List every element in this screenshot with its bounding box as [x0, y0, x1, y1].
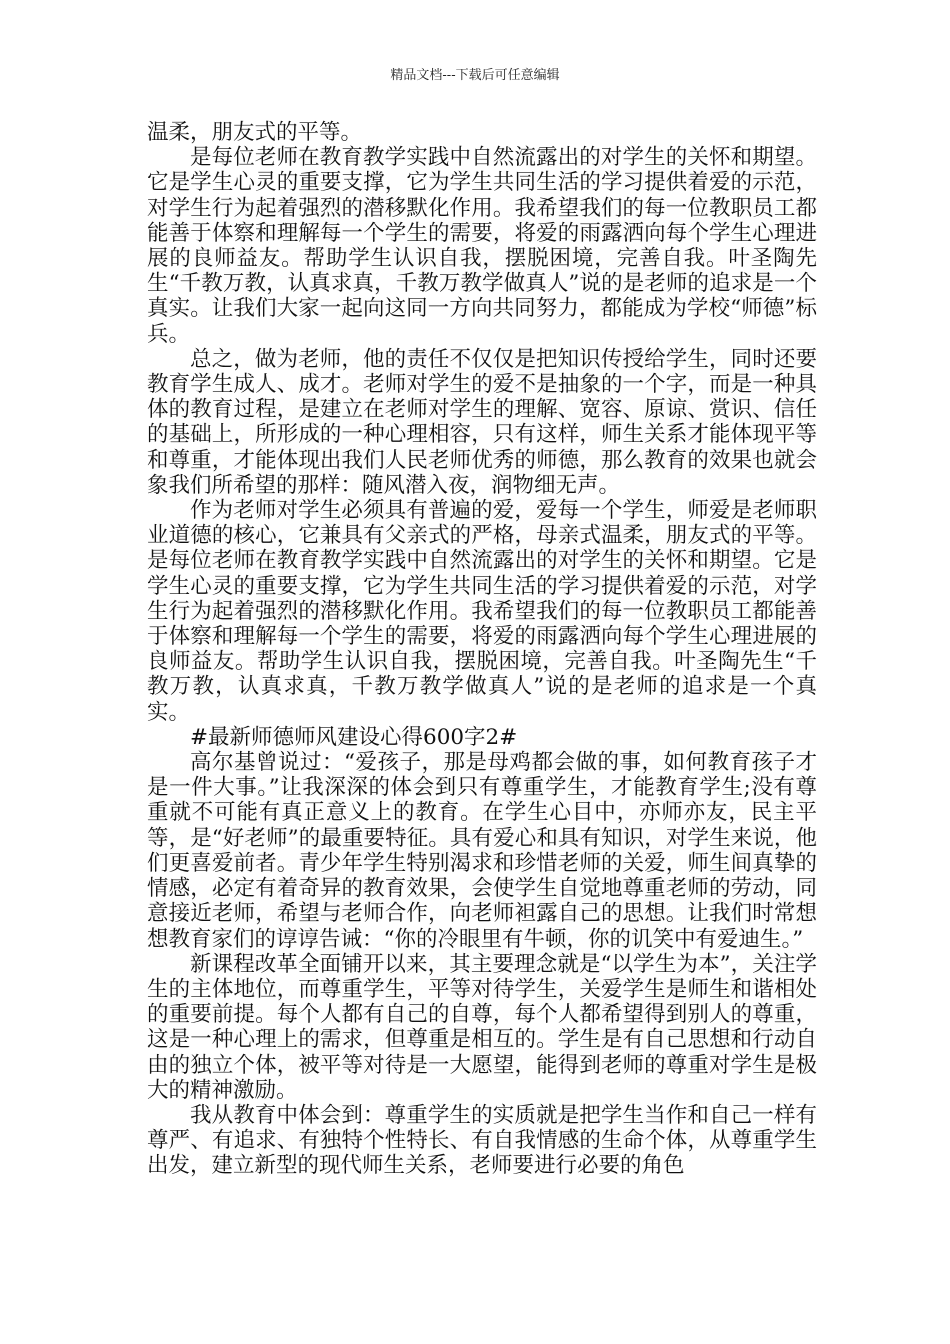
section-heading: #最新师德师风建设心得600字2# [190, 724, 518, 750]
paragraph: 总之，做为老师，他的责任不仅仅是把知识传授给学生，同时还要教育学生成人、成才。老师对学生的爱不是抽象的一个字，而是一种具体的教育过程，是建立在老师对学生的理解、宽容、原谅、赏识、信任的基础上，所形成的一种心理相容，只有这样，师生关系才能体现平等和尊重，才能体现出我们人民老师优秀的师德，那么教育的效果也就会象我们所希望的那样：随风潜入夜，润物细无声。 [147, 346, 817, 498]
page-header: 精品文档---下载后可任意编辑 [390, 68, 560, 83]
paragraph: 新课程改革全面铺开以来，其主要理念就是“以学生为本”，关注学生的主体地位，而尊重学生，平等对待学生，关爱学生是师生和谐相处的重要前提。每个人都有自己的自尊，每个人都希望得到别人的尊重，这是一种心理上的需求，但尊重是相互的。学生是有自己思想和行动自由的独立个体，被平等对待是一大愿望，能得到老师的尊重对学生是极大的精神激励。 [147, 951, 817, 1103]
paragraph: 高尔基曾说过：“爱孩子，那是母鸡都会做的事，如何教育孩子才是一件大事。”让我深深的体会到只有尊重学生，才能教育学生;没有尊重就不可能有真正意义上的教育。在学生心目中，亦师亦友，民主平等，是“好老师”的最重要特征。具有爱心和具有知识，对学生来说，他们更喜爱前者。青少年学生特别渴求和珍惜老师的关爱，师生间真挚的情感，必定有着奇异的教育效果，会使学生自觉地尊重老师的劳动，同意接近老师，希望与老师合作，向老师袒露自己的思想。让我们时常想想教育家们的谆谆告诫：“你的冷眼里有牛顿，你的讥笑中有爱迪生。” [147, 750, 817, 952]
document-body [147, 120, 817, 1179]
paragraph: 我从教育中体会到：尊重学生的实质就是把学生当作和自己一样有尊严、有追求、有独特个性特长、有自我情感的生命个体，从尊重学生出发，建立新型的现代师生关系，老师要进行必要的角色 [147, 1102, 817, 1179]
paragraph: 是每位老师在教育教学实践中自然流露出的对学生的关怀和期望。它是学生心灵的重要支撑，它为学生共同生活的学习提供着爱的示范，对学生行为起着强烈的潜移默化作用。我希望我们的每一位教职员工都能善于体察和理解每一个学生的需要，将爱的雨露洒向每个学生心理进展的良师益友。帮助学生认识自我，摆脱困境，完善自我。叶圣陶先生“千教万教，认真求真，千教万教学做真人”说的是老师的追求是一个真实。让我们大家一起向这同一方向共同努力，都能成为学校“师德”标兵。 [147, 145, 817, 347]
paragraph: 作为老师对学生必须具有普遍的爱，爱每一个学生，师爱是老师职业道德的核心，它兼具有父亲式的严格，母亲式温柔，朋友式的平等。是每位老师在教育教学实践中自然流露出的对学生的关怀和期望。它是学生心灵的重要支撑，它为学生共同生活的学习提供着爱的示范，对学生行为起着强烈的潜移默化作用。我希望我们的每一位教职员工都能善于体察和理解每一个学生的需要，将爱的雨露洒向每个学生心理进展的良师益友。帮助学生认识自我，摆脱困境，完善自我。叶圣陶先生“千教万教，认真求真，千教万教学做真人”说的是老师的追求是一个真实。 [147, 498, 817, 725]
paragraph-continuation: 温柔，朋友式的平等。 [147, 120, 363, 145]
